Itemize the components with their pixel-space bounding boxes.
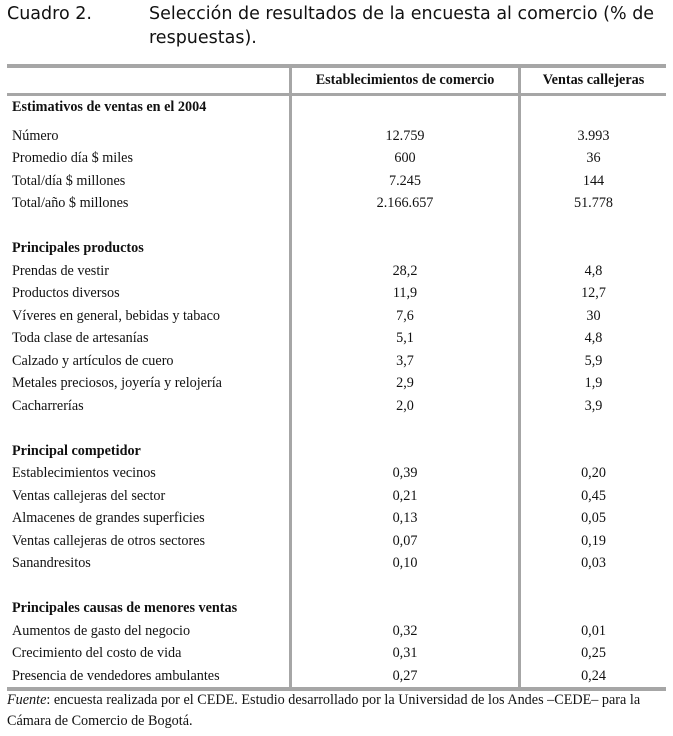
table-row bbox=[7, 665, 666, 688]
row-label: Víveres en general, bebidas y tabaco bbox=[12, 307, 220, 324]
cell-value bbox=[518, 96, 666, 119]
cell-value: 12.759 bbox=[289, 125, 518, 148]
cell-value: 0,03 bbox=[518, 552, 666, 575]
cell-value: 0,10 bbox=[289, 552, 518, 575]
cell-value: 7.245 bbox=[289, 170, 518, 193]
table-row bbox=[7, 327, 666, 350]
table-row bbox=[7, 507, 666, 530]
cell-value: 4,8 bbox=[518, 327, 666, 350]
column-header: Ventas callejeras bbox=[518, 68, 666, 93]
cell-value bbox=[518, 215, 666, 238]
cell-value: 0,01 bbox=[518, 620, 666, 643]
row-label: Total/año $ millones bbox=[12, 195, 129, 211]
cell-value: 0,05 bbox=[518, 507, 666, 530]
cell-value bbox=[518, 575, 666, 598]
cell-value bbox=[518, 417, 666, 440]
cell-value: 36 bbox=[518, 147, 666, 170]
cell-value: 0,19 bbox=[518, 530, 666, 553]
cell-value bbox=[518, 440, 666, 463]
cell-value: 12,7 bbox=[518, 282, 666, 305]
cell-value: 51.778 bbox=[518, 192, 666, 215]
footnote bbox=[7, 690, 672, 732]
cell-value bbox=[518, 597, 666, 620]
table-row bbox=[7, 552, 666, 575]
cell-value: 2.166.657 bbox=[289, 192, 518, 215]
table-row bbox=[7, 395, 666, 418]
section-header bbox=[7, 96, 666, 119]
cell-value: 0,20 bbox=[518, 462, 666, 485]
table-row bbox=[7, 350, 666, 373]
blank-row bbox=[7, 215, 666, 238]
cell-value bbox=[289, 96, 518, 119]
cell-value: 28,2 bbox=[289, 260, 518, 283]
cell-value: 0,25 bbox=[518, 642, 666, 665]
row-label: Principal competidor bbox=[12, 442, 141, 459]
row-label: Metales preciosos, joyería y relojería bbox=[12, 375, 222, 391]
cell-value: 5,1 bbox=[289, 327, 518, 350]
row-label: Estimativos de ventas en el 2004 bbox=[12, 99, 207, 115]
caption-text: Selección de resultados de la encuesta al comercio (% de respuestas). bbox=[149, 4, 655, 48]
row-label: Número bbox=[12, 127, 59, 144]
cell-value: 0,45 bbox=[518, 485, 666, 508]
section-header bbox=[7, 440, 666, 463]
cell-value: 2,0 bbox=[289, 395, 518, 418]
column-header bbox=[7, 68, 289, 93]
cell-value: 0,13 bbox=[289, 507, 518, 530]
section-header bbox=[7, 597, 666, 620]
cell-value: 11,9 bbox=[289, 282, 518, 305]
cell-value: 3,7 bbox=[289, 350, 518, 373]
column-header: Establecimientos de comercio bbox=[289, 68, 518, 93]
row-label: Principales productos bbox=[12, 240, 144, 256]
row-label: Sanandresitos bbox=[12, 555, 91, 571]
row-label: Calzado y artículos de cuero bbox=[12, 352, 174, 369]
cell-value bbox=[289, 237, 518, 260]
row-label: Establecimientos vecinos bbox=[12, 465, 156, 481]
caption-number: Cuadro 2. bbox=[7, 4, 92, 24]
row-label: Promedio día $ miles bbox=[12, 150, 133, 166]
cell-value bbox=[518, 237, 666, 260]
row-label: Ventas callejeras de otros sectores bbox=[12, 532, 206, 549]
table-row bbox=[7, 170, 666, 193]
row-label bbox=[7, 575, 289, 598]
cell-value: 0,31 bbox=[289, 642, 518, 665]
row-label: Total/día $ millones bbox=[12, 172, 126, 189]
section-header bbox=[7, 237, 666, 260]
table-row bbox=[7, 147, 666, 170]
cell-value bbox=[289, 597, 518, 620]
cell-value: 5,9 bbox=[518, 350, 666, 373]
cell-value: 0,24 bbox=[518, 665, 666, 688]
table-header-row bbox=[7, 68, 666, 96]
row-label: Crecimiento del costo de vida bbox=[12, 645, 182, 661]
cell-value: 2,9 bbox=[289, 372, 518, 395]
cell-value: 30 bbox=[518, 305, 666, 328]
table-row bbox=[7, 192, 666, 215]
row-label: Ventas callejeras del sector bbox=[12, 487, 166, 504]
table-row bbox=[7, 260, 666, 283]
table-row bbox=[7, 305, 666, 328]
cell-value: 7,6 bbox=[289, 305, 518, 328]
cell-value: 4,8 bbox=[518, 260, 666, 283]
row-label: Toda clase de artesanías bbox=[12, 330, 149, 346]
table-row bbox=[7, 372, 666, 395]
cell-value: 144 bbox=[518, 170, 666, 193]
table-row bbox=[7, 642, 666, 665]
row-label bbox=[7, 215, 289, 238]
cell-value: 0,32 bbox=[289, 620, 518, 643]
cell-value: 0,27 bbox=[289, 665, 518, 688]
blank-row bbox=[7, 575, 666, 598]
row-label: Prendas de vestir bbox=[12, 262, 109, 279]
cell-value bbox=[289, 215, 518, 238]
cell-value: 1,9 bbox=[518, 372, 666, 395]
cell-value: 0,21 bbox=[289, 485, 518, 508]
row-label: Presencia de vendedores ambulantes bbox=[12, 667, 220, 684]
table-row bbox=[7, 530, 666, 553]
row-label: Almacenes de grandes superficies bbox=[12, 510, 205, 526]
blank-row bbox=[7, 417, 666, 440]
cell-value: 3,9 bbox=[518, 395, 666, 418]
row-label: Productos diversos bbox=[12, 285, 120, 301]
table-row bbox=[7, 462, 666, 485]
cell-value bbox=[289, 575, 518, 598]
cell-value: 0,07 bbox=[289, 530, 518, 553]
table-row bbox=[7, 282, 666, 305]
results-table bbox=[7, 64, 666, 691]
row-label bbox=[7, 417, 289, 440]
footnote-text: : encuesta realizada por el CEDE. Estudio desarrollado por la Universidad de los Andes –CEDE– para la Cámara de Comercio de Bogotá. bbox=[7, 692, 641, 729]
cell-value bbox=[289, 440, 518, 463]
cell-value: 600 bbox=[289, 147, 518, 170]
row-label: Aumentos de gasto del negocio bbox=[12, 622, 191, 639]
table-row bbox=[7, 125, 666, 148]
row-label: Cacharrerías bbox=[12, 397, 84, 414]
table-row bbox=[7, 620, 666, 643]
cell-value bbox=[289, 417, 518, 440]
cell-value: 0,39 bbox=[289, 462, 518, 485]
footnote-label: Fuente bbox=[7, 692, 47, 708]
row-label: Principales causas de menores ventas bbox=[12, 600, 238, 616]
cell-value: 3.993 bbox=[518, 125, 666, 148]
table-row bbox=[7, 485, 666, 508]
